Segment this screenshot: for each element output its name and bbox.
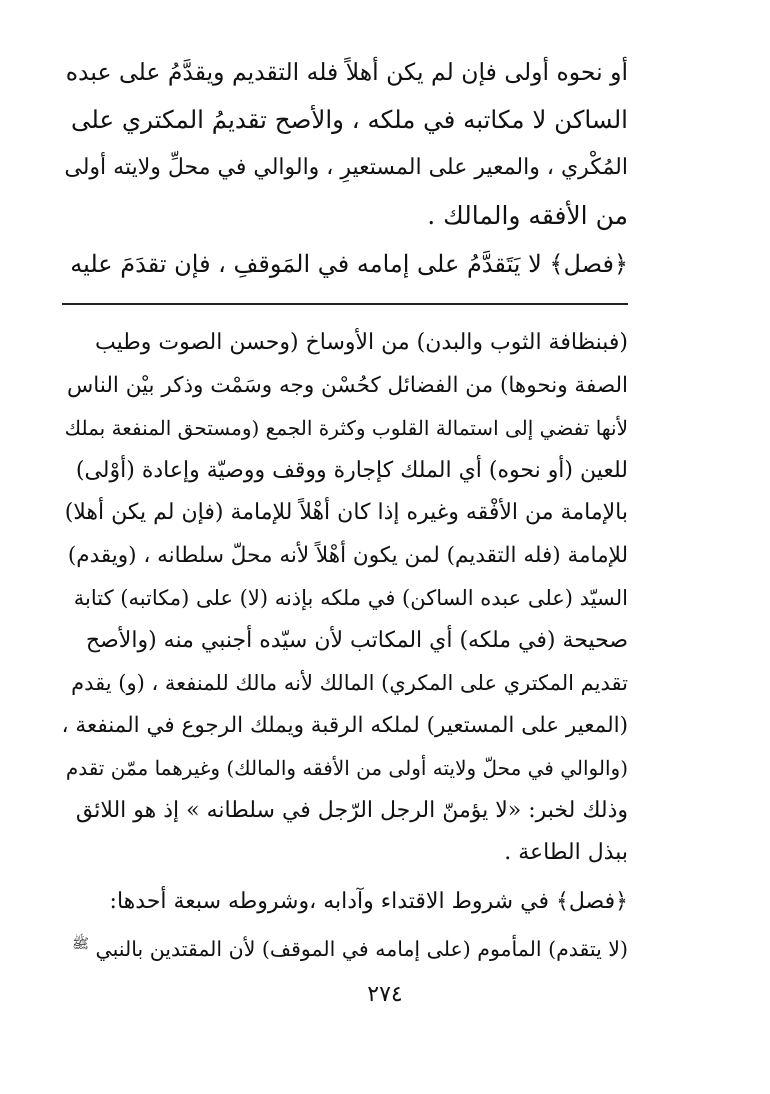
main-line: ﴿فصل﴾ لا يَتَقدَّمُ على إمامه في المَوقفِ ، فإن تقدَمَ عليه (70, 250, 628, 278)
main-line: الساكن لا مكاتبه في ملكه ، والأصح تقديمُ المكتري على (70, 105, 628, 134)
commentary-line-text: (لا يتقدم) المأموم (على إمامه في الموقف) لأن المقتدين بالنبي (95, 936, 628, 961)
honorific-symbol: ﷺ (72, 936, 89, 952)
commentary-line: الصفة ونحوها) من الفضائل كحُسْن وجه وسَمْت وذكر بيْن الناس (67, 372, 628, 398)
main-line: من الأفقه والمالك . (427, 201, 628, 230)
commentary-line: (المعير على المستعير) لملكه الرقبة ويملك الرجوع في المنفعة ، (62, 712, 628, 738)
commentary-line: ببذل الطاعة . (504, 840, 628, 865)
main-line: أو نحوه أولى فإن لم يكن أهلاً فله التقديم ويقدَّمُ على عبده (65, 58, 628, 86)
commentary-line: للإمامة (فله التقديم) لمن يكون أهْلاً لأنه محلّ سلطانه ، (ويقدم) (67, 542, 628, 568)
main-line: المُكْري ، والمعير على المستعيرِ ، والوالي في محلِّ ولايته أولى (64, 155, 628, 180)
commentary-line: السيّد (على عبده الساكن) في ملكه بإذنه (لا) على (مكاتبه) كتابة (73, 586, 628, 610)
commentary-text (62, 322, 628, 966)
commentary-line: للعين (أو نحوه) أي الملك كإجارة ووقف ووصيّة وإعادة (أوْلى) (75, 457, 628, 483)
commentary-line: ﴿فصل﴾ في شروط الاقتداء وآدابه ،وشروطه سبعة أحدها: (109, 888, 628, 914)
section-divider (62, 303, 628, 305)
commentary-last-line (62, 923, 628, 966)
main-text (62, 48, 628, 288)
page-number: ٢٧٤ (367, 982, 403, 1007)
commentary-line: تقديم المكتري على المكري) المالك لأنه مالك للمنفعة ، (و) يقدم (71, 671, 628, 695)
commentary-line: وذلك لخبر: «لا يؤمنّ الرجل الرّجل في سلطانه » إذ هو اللائق (75, 797, 628, 823)
commentary-line: (فبنظافة الثوب والبدن) من الأوساخ (وحسن الصوت وطيب (95, 330, 628, 355)
commentary-line: بالإمامة من الأفْقه وغيره إذا كان أهْلاً للإمامة (فإن لم يكن أهلا) (64, 500, 628, 525)
commentary-line: لأنها تفضي إلى استمالة القلوب وكثرة الجمع (ومستحق المنفعة بملك (64, 416, 628, 440)
commentary-line: (والوالي في محلّ ولايته أولى من الأفقه والمالك) وغيرهما ممّن تقدم (65, 756, 628, 780)
commentary-line: صحيحة (في ملكه) أي المكاتب لأن سيّده أجنبي منه (والأصح (85, 627, 628, 653)
